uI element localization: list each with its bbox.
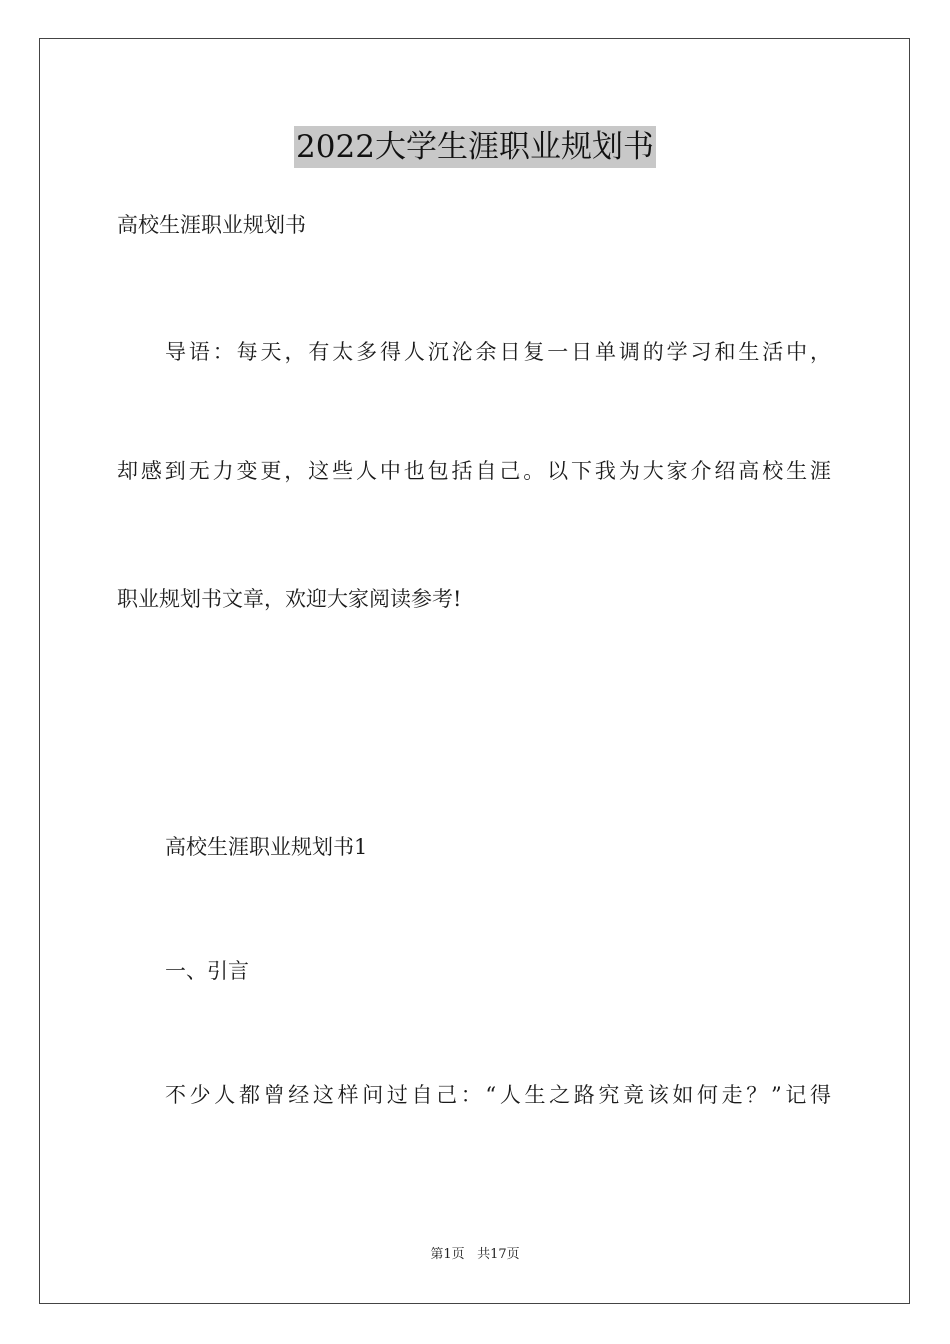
intro-line-3: 职业规划书文章，欢迎大家阅读参考!	[117, 587, 462, 611]
title-wrap	[0, 126, 950, 168]
page-total: 共17页	[477, 1247, 520, 1262]
section-title: 高校生涯职业规划书1	[165, 835, 368, 859]
intro-line-1: 导语：每天，有太多得人沉沦余日复一日单调的学习和生活中，	[165, 340, 831, 364]
document-title: 2022大学生涯职业规划书	[294, 126, 656, 168]
page-footer	[0, 1246, 950, 1264]
page-number: 第1页	[430, 1247, 465, 1262]
paragraph-line: 不少人都曾经这样问过自己：“人生之路究竟该如何走？”记得	[165, 1083, 831, 1107]
heading-introduction: 一、引言	[165, 959, 249, 983]
intro-line-2: 却感到无力变更，这些人中也包括自己。以下我为大家介绍高校生涯	[117, 459, 831, 483]
document-subtitle: 高校生涯职业规划书	[117, 213, 306, 237]
